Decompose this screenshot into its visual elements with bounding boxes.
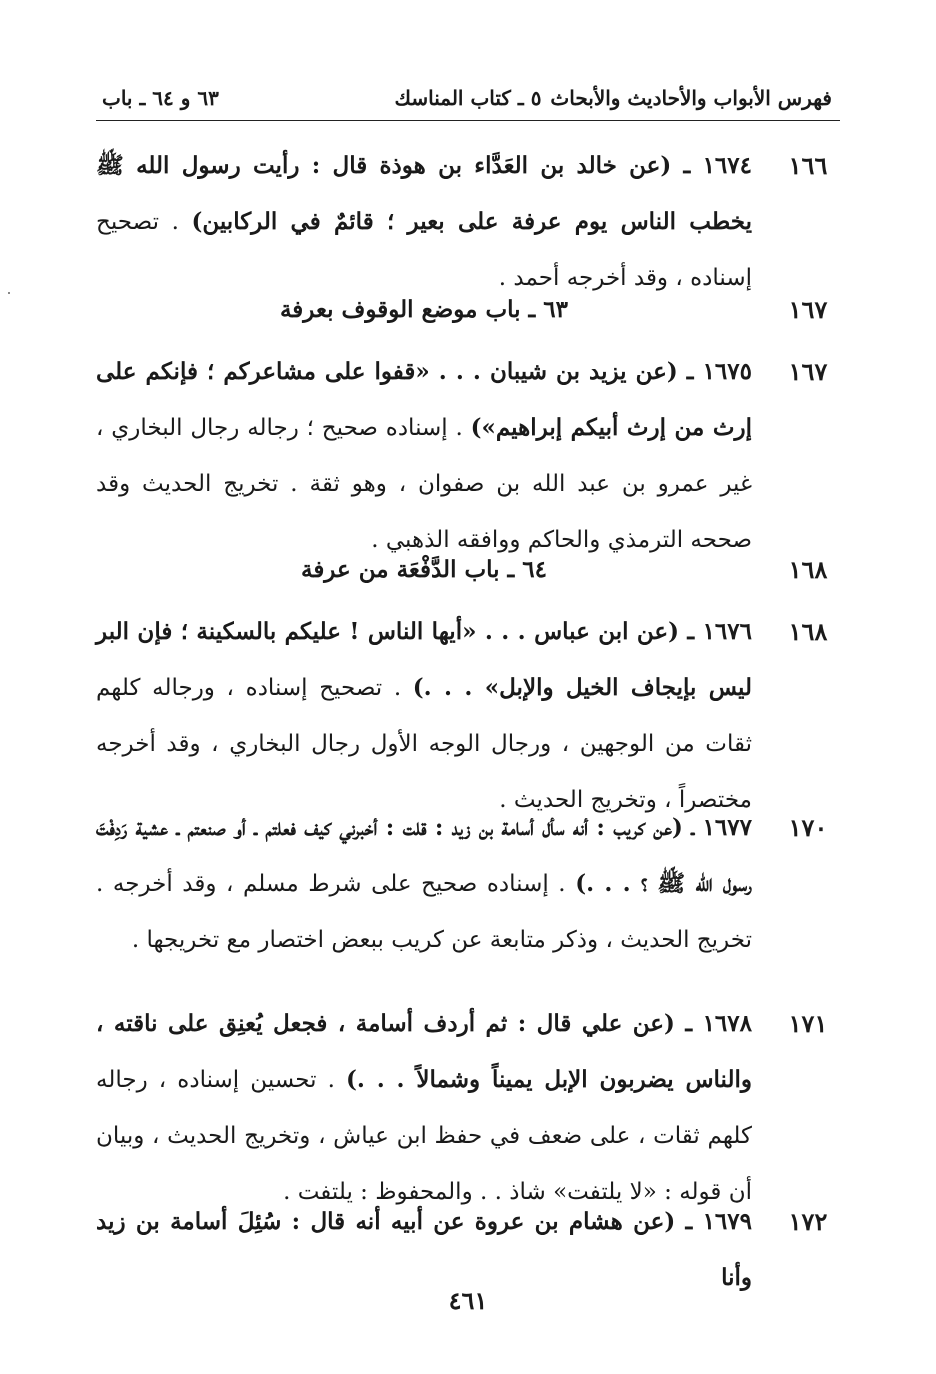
index-entry [96, 344, 840, 570]
hadith-text: ١٦٧٨ ـ (عن علي قال : ثم أردف أسامة ، فجعل يُعنِق على ناقته ، والناس يضربون الإبل يميناً وشمالاً . . .) [96, 1010, 752, 1093]
index-entry [96, 1194, 840, 1291]
reference-number: ١٦٧ [788, 295, 828, 324]
chapter-heading [96, 282, 840, 338]
chapter-title: ٦٤ ـ باب الدَّفْعَة من عرفة [300, 556, 547, 583]
hadith-text: ١٦٧٥ ـ (عن يزيد بن شيبان . . . «قفوا على مشاعركم ؛ فإنكم على إرث من إرث أبيكم إبراهيم») [96, 358, 753, 441]
hadith-summary [96, 604, 752, 828]
chapter-title: ٦٣ ـ باب موضع الوقوف بعرفة [279, 296, 569, 323]
hadith-grading: . إسناده صحيح ؛ رجاله رجال البخاري ، غير عمرو بن عبد الله بن صفوان ، وهو ثقة . تخريج الحديث وقد صححه الترمذي والحاكم ووافقه الذهبي . [96, 415, 752, 553]
reference-number: ١٦٨ [788, 555, 828, 584]
hadith-text: ١٦٧٩ ـ (عن هشام بن عروة عن أبيه أنه قال : سُئِلَ أسامة بن زيد وأنا [96, 1208, 752, 1291]
header-index-title: فهرس الأبواب والأحاديث والأبحاث [550, 86, 832, 110]
hadith-text: ١٦٧٤ ـ (عن خالد بن العَدَّاء بن هوذة قال : رأيت رسول الله ﷺ يخطب الناس يوم عرفة على بعير ؛ قائمٌ في الركابين) [96, 152, 752, 235]
reference-number: ١٦٧ [788, 357, 828, 386]
header-book-title: ٥ ـ كتاب المناسك [394, 86, 542, 110]
hadith-summary [96, 996, 752, 1220]
hadith-summary [96, 138, 752, 306]
reference-number: ١٦٦ [788, 151, 828, 180]
reference-number: ١٧٢ [788, 1207, 828, 1236]
index-entry [96, 800, 840, 1026]
scan-speck [8, 292, 10, 294]
reference-number: ١٦٨ [788, 617, 828, 646]
hadith-grading: . تحسين إسناده ، رجاله كلهم ثقات ، على ضعف في حفظ ابن عياش ، وتخريج الحديث ، وبيان أن قوله : «لا يلتفت» شاذ . . والمحفوظ : يلتفت . [96, 1067, 752, 1205]
hadith-summary [96, 800, 752, 968]
hadith-grading: . إسناده صحيح على شرط مسلم ، وقد أخرجه . تخريج الحديث ، وذكر متابعة عن كريب ببعض اختصار مع تخريجها . [96, 871, 752, 953]
index-entry [96, 996, 840, 1222]
reference-number: ١٧٠ [788, 813, 828, 842]
running-header [96, 84, 840, 121]
hadith-summary [96, 344, 752, 568]
hadith-text: ١٦٧٧ ـ (عن كريب : أنه سأل أسامة بن زيد : قلت : أخبرني كيف فعلتم ـ أو صنعتم ـ عشية رَدِفْتَ رسول الله ﷺ ؟ . . .) [96, 814, 752, 897]
hadith-grading: . تصحيح إسناده ، وقد أخرجه أحمد . [96, 209, 752, 291]
header-chapter-range: ٦٣ و ٦٤ ـ باب [102, 86, 219, 110]
page-number: ٤٦١ [448, 1286, 488, 1315]
index-entry [96, 604, 840, 830]
hadith-text: ١٦٧٦ ـ (عن ابن عباس . . . «أيها الناس ! عليكم بالسكينة ؛ فإن البر ليس بإيجاف الخيل والإبل» . . .) [96, 618, 752, 701]
chapter-heading [96, 542, 840, 598]
hadith-grading: . تصحيح إسناده ، ورجاله كلهم ثقات من الوجهين ، ورجال الوجه الأول رجال البخاري ، وقد أخرجه مختصراً ، وتخريج الحديث . [96, 675, 752, 813]
reference-number: ١٧١ [788, 1009, 828, 1038]
